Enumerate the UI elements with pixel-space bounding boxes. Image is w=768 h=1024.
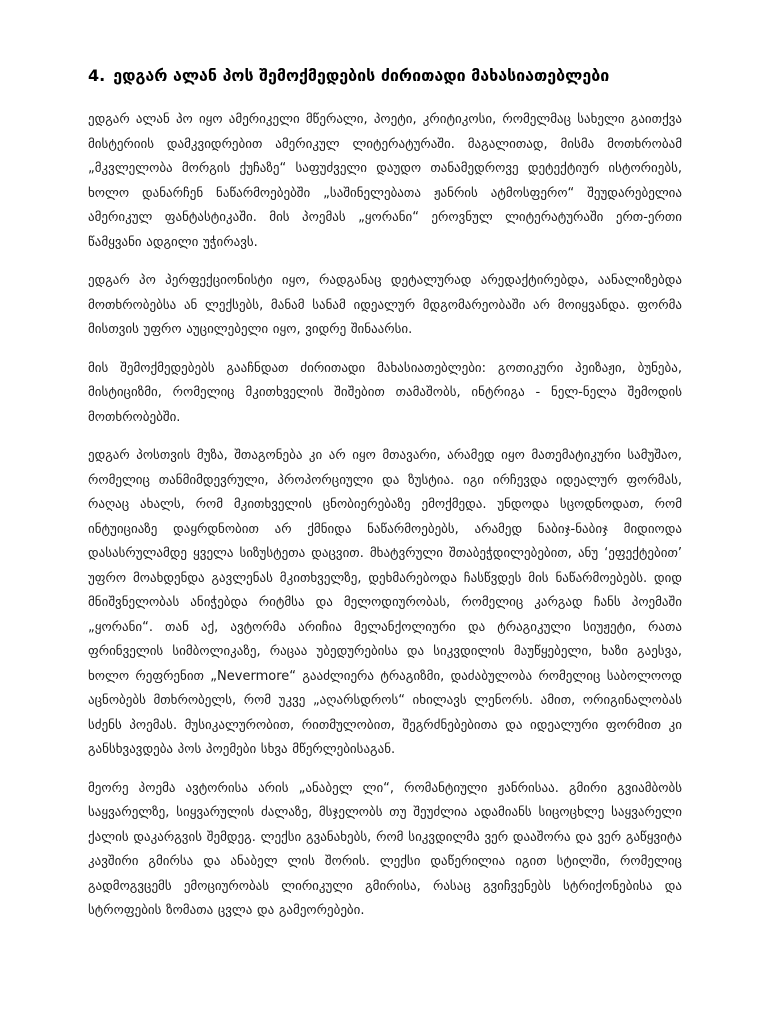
paragraph-1: ედგარ ალან პო იყო ამერიკელი მწერალი, პოეტი, კრიტიკოსი, რომელმაც სახელი გაითქვა მისტერიის დამკვიდრებით ამერიკულ ლიტერატურაში. მაგალითად, მისმა მოთხრობამ „მკვლელობა მორგის ქუჩაზე“ საფუძველი დაუდო თანამედროვე დეტექტიურ ისტორიებს, ხოლო დანარჩენ ნაწარმოებებში „საშინელებათა ჟანრის ატმოსფერო“ შეუდარებელია ამერიკულ ფანტასტიკაში. მის პოემას „ყორანი“ ეროვნულ ლიტერატურაში ერთ-ერთი წამყვანი ადგილი უჭირავს. [88,112,682,250]
paragraph-2: ედგარ პო პერფექციონისტი იყო, რადგანაც დეტალურად არედაქტირებდა, აანალიზებდა მოთხრობებსა ან ლექსებს, მანამ სანამ იდეალურ მდგომარეობაში არ მოიყვანდა. ფორმა მისთვის უფრო აუცილებელი იყო, ვიდრე შინაარსი. [88,273,682,337]
section-number: 4. [88,66,106,85]
document-page [88,64,682,938]
paragraph-3: მის შემოქმედებებს გააჩნდათ ძირითადი მახასიათებლები: გოთიკური პეიზაჟი, ბუნება, მისტიციზმი, რომელიც მკითხველის შიშებით თამაშობს, ინტრიგა - ნელ-ნელა შემოდის მოთხრობებში. [88,360,682,425]
section-heading [88,64,682,88]
paragraph-5: მეორე პოემა ავტორისა არის „ანაბელ ლი“, რომანტიული ჟანრისაა. გმირი გვიამბობს საყვარელზე, სიყვარულის ძალაზე, მსჯელობს თუ შეუძლია ადამიანს სიცოცხლე საყვარელი ქალის დაკარგვის შემდეგ. ლექსი გვანახებს, რომ სიკვდილმა ვერ დააშორა და ვერ გაწყვიტა კავშირი გმირსა და ანაბელ ლის შორის. ლექსი დაწერილია იგით სტილში, რომელიც გადმოგვცემს ემოციურობას ლირიკული გმირისა, რასაც გვიჩვენებს სტრიქონებისა და სტროფების ზომათა ცვლა და გამეორებები. [88,780,682,918]
section-title: ედგარ ალან პოს შემოქმედების ძირითადი მახასიათებლები [113,66,610,85]
paragraph-4: ედგარ პოსთვის მუზა, შთაგონება კი არ იყო მთავარი, არამედ იყო მათემატიკური სამუშაო, რომელიც თანმიმდევრული, პროპორციული და ზუსტია. იგი ირჩევდა იდეალურ ფორმას, რაღაც ახალს, რომ მკითხველის ცნობიერებაზე ემოქმედა. უნდოდა სცოდნოდათ, რომ ინტუიციაზე დაყრდნობით არ ქმნიდა ნაწარმოებებს, არამედ ნაბიჯ-ნაბიჯ მიდიოდა დასასრულამდე ყველა სიზუსტეთა დაცვით. მხატვრული შთაბეჭდილებებით, ანუ ‘ეფექტებით’ უფრო მოახდენდა გავლენას მკითხველზე, დეხმარებოდა ჩასწვდეს მის ნაწარმოებებს. დიდ მნიშვნელობას ანიჭებდა რიტმსა და მელოდიურობას, რომელიც კარგად ჩანს პოემაში „ყორანი“. თან აქ, ავტორმა არიჩია მელანქოლიური და ტრაგიკული სიუჟეტი, რათა ფრინველის სიმბოლიკაზე, რაცაა უბედურებისა და სიკვდილის მაუწყებელი, ხაზი გაესვა, ხოლო რეფრენით „Nevermore“ გააძლიერა ტრაგიზმი, დაძაბულობა რომელიც საბოლოოდ აცნობებს მთხრობელს, რომ უკვე „აღარსდროს“ იხილავს ლენორს. ამით, ორიგინალობას სძენს პოემას. მუსიკალურობით, რითმულობით, შეგრძნებებითა და იდეალური ფორმით კი განსხვავდება პოს პოემები სხვა მწერლებისაგან. [88,448,682,757]
